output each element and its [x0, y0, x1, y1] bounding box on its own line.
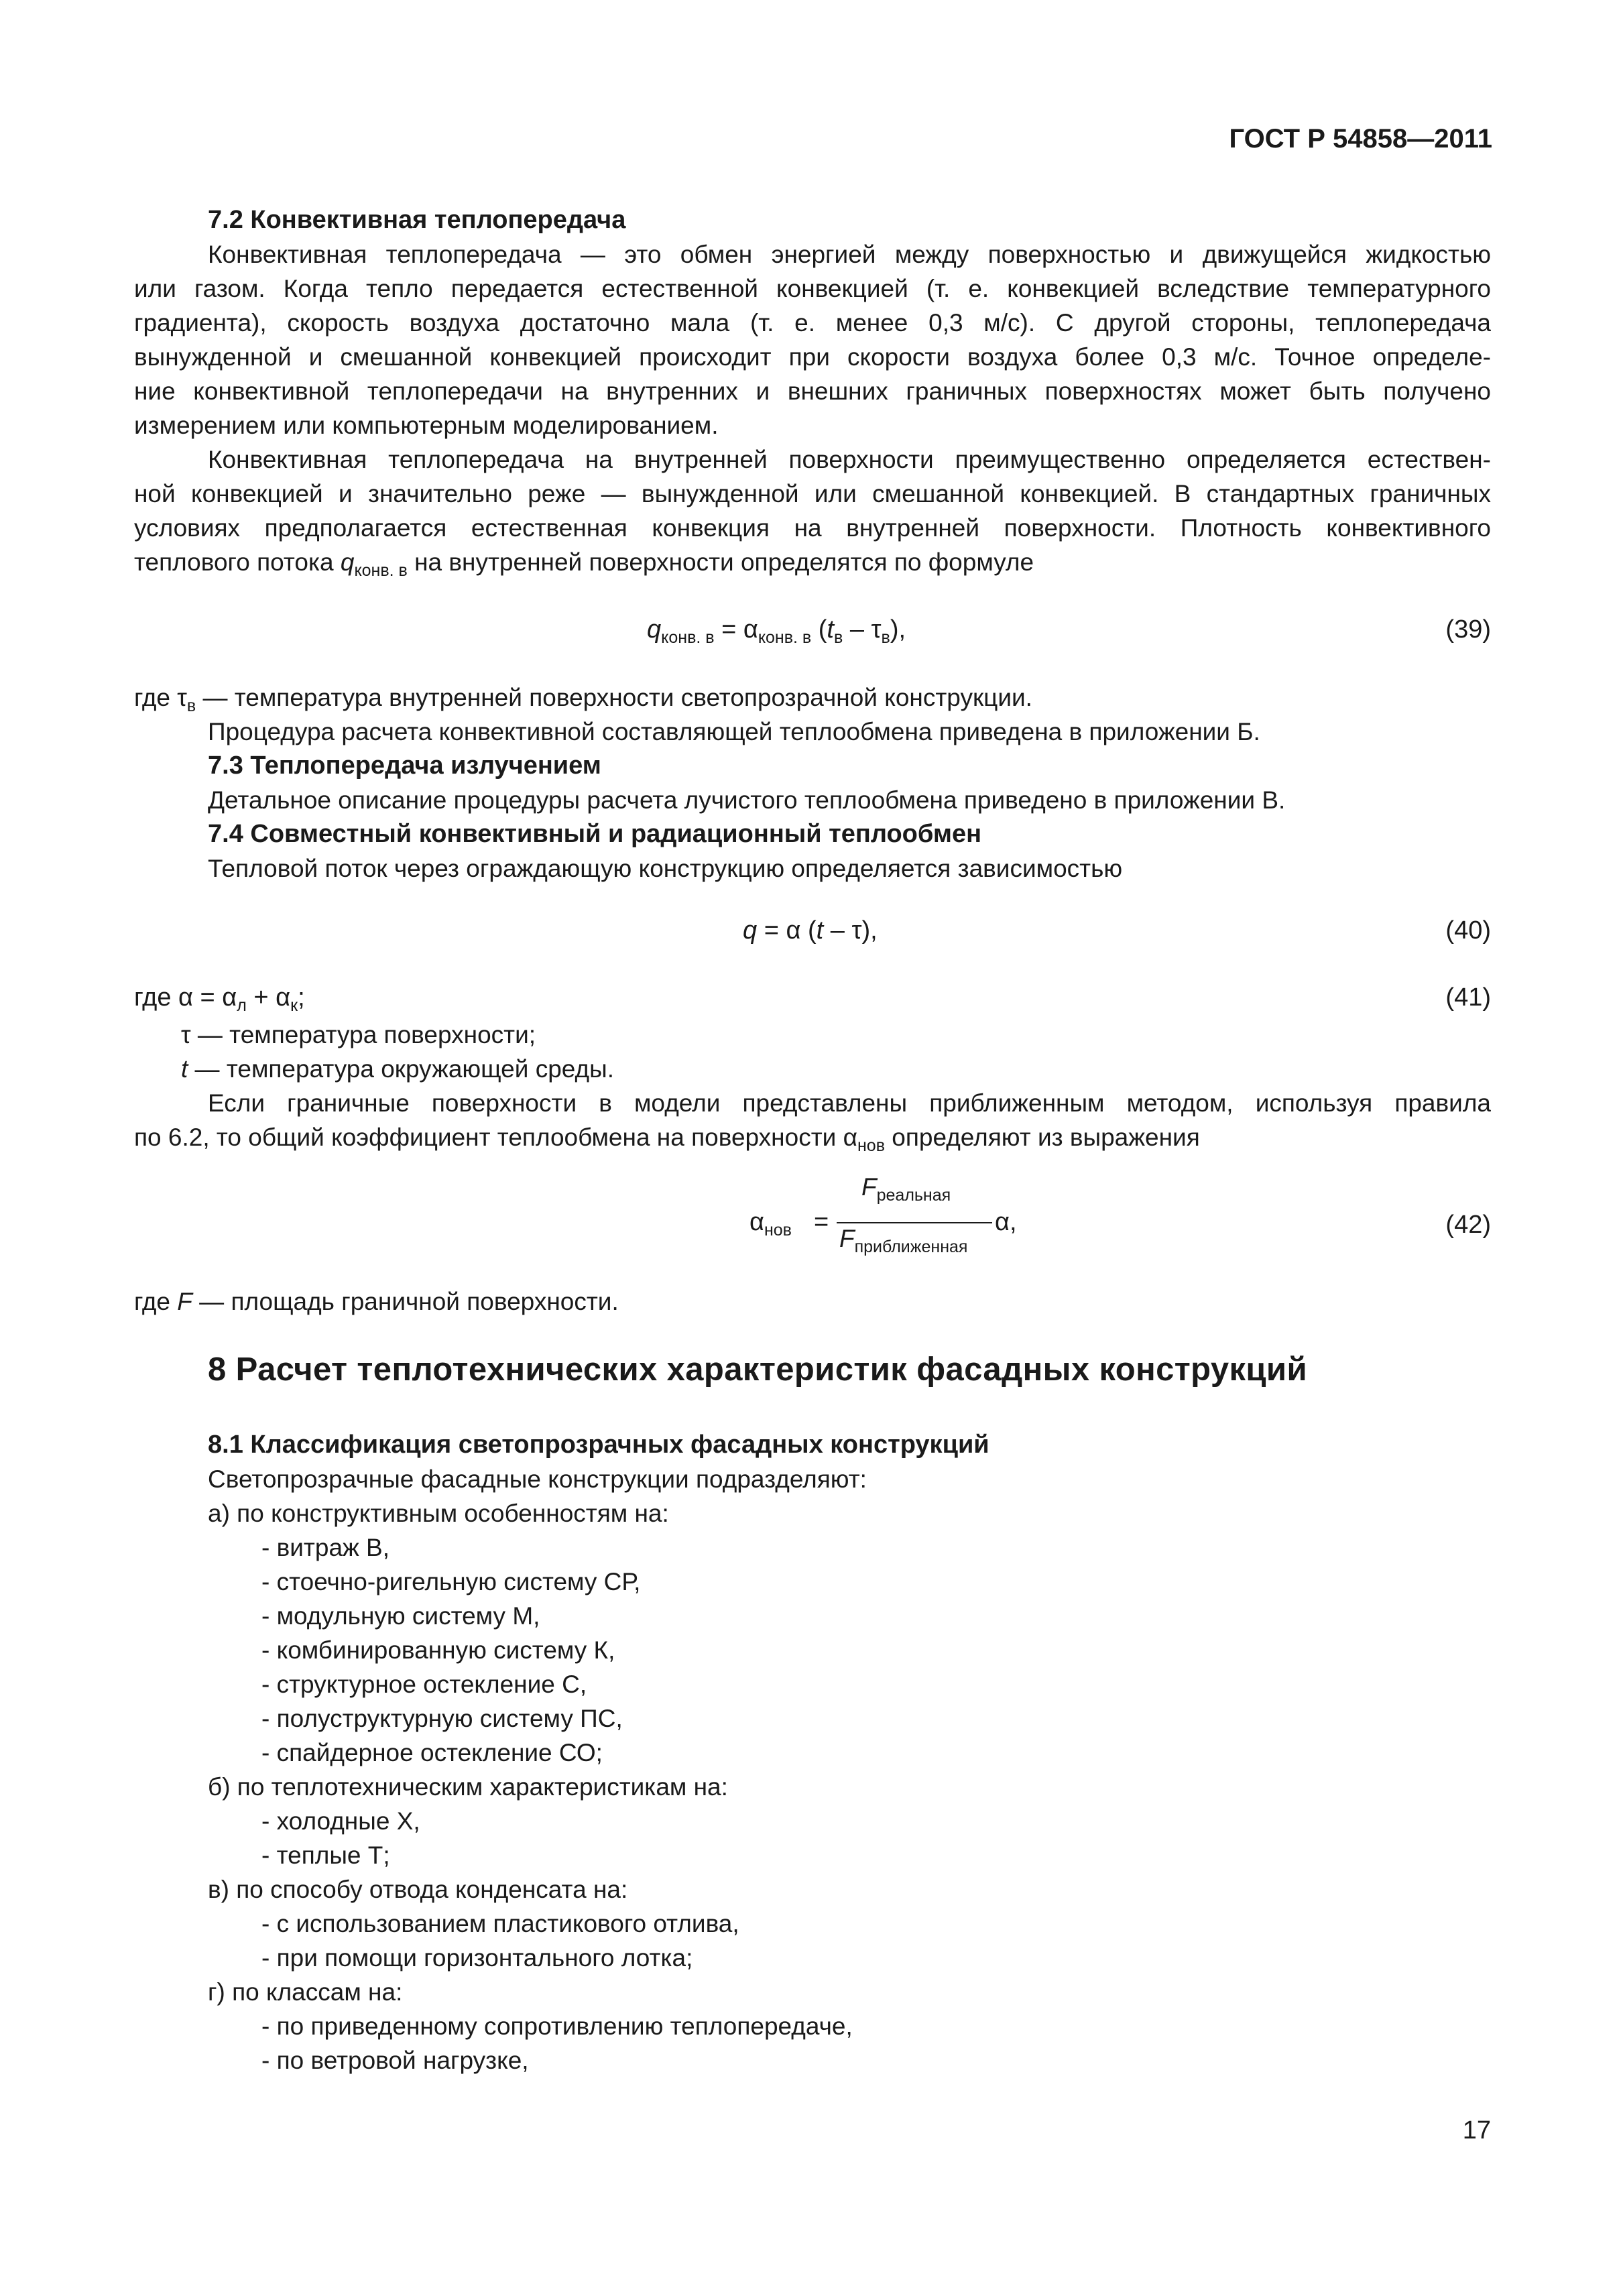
paragraph-line: Детальное описание процедуры расчета лучистого теплообмена приведено в приложении В. [208, 786, 1286, 814]
section-7-4-title: 7.4 Совместный конвективный и радиационный теплообмен [208, 820, 982, 848]
section-7-3-title: 7.3 Теплопередача излучением [208, 751, 601, 780]
list-item: - при помощи горизонтального лотка; [261, 1944, 693, 1972]
paragraph-line: Процедура расчета конвективной составляющей теплообмена приведена в приложении Б. [208, 718, 1260, 745]
list-item: - с использованием пластикового отлива, [261, 1910, 739, 1937]
section-8-1-title: 8.1 Классификация светопрозрачных фасадных конструкций [208, 1431, 989, 1459]
list-item: - комбинированную систему К, [261, 1636, 615, 1664]
page-number: 17 [1462, 2116, 1491, 2144]
text-fragment: — температура внутренней поверхности светопрозрачной конструкции. [196, 684, 1032, 711]
formula-symbol: = α ( [757, 916, 817, 945]
list-heading: а) по конструктивным особенностям на: [208, 1500, 669, 1527]
list-item: - стоечно-ригельную систему СР, [261, 1568, 641, 1595]
list-item: - спайдерное остекление СО; [261, 1739, 603, 1766]
paragraph-line: ние конвективной теплопередачи на внутренних и внешних граничных поверхностях может быть получено [134, 377, 1491, 405]
paragraph-line: измерением или компьютерным моделированием. [134, 412, 719, 439]
paragraph-line: условиях предполагается естественная конвекция на внутренней поверхности. Плотность конвективного [134, 514, 1491, 542]
text-fragment: по 6.2, то общий коэффициент теплообмена на поверхности α [134, 1124, 857, 1151]
text-fragment: — площадь граничной поверхности. [192, 1288, 619, 1315]
formula-symbol: ; [298, 983, 305, 1012]
paragraph-line: Если граничные поверхности в модели представлены приближенным методом, используя правила [208, 1089, 1491, 1117]
formula-symbol: ( [811, 615, 827, 644]
text-fragment: — температура окружающей среды. [188, 1055, 615, 1083]
fraction-bar [837, 1222, 992, 1223]
list-heading: б) по теплотехническим характеристикам на: [208, 1773, 728, 1801]
list-item: - модульную систему М, [261, 1602, 540, 1630]
list-item: - по приведенному сопротивлению теплопередаче, [261, 2012, 853, 2040]
list-heading: в) по способу отвода конденсата на: [208, 1876, 628, 1903]
symbol-q: q [340, 548, 355, 576]
fraction-numerator [861, 1173, 951, 1205]
formula-symbol: + α [246, 983, 291, 1012]
document-header-id: ГОСТ Р 54858—2011 [1229, 124, 1492, 154]
list-item: - полуструктурную систему ПС, [261, 1705, 623, 1732]
text-fragment: на внутренней поверхности определятся по формуле [407, 548, 1034, 576]
subscript: в [186, 697, 196, 715]
symbol-F: F [177, 1288, 192, 1315]
subscript: конв. в [354, 561, 408, 580]
formula-40 [743, 916, 878, 945]
subscript: конв. в [758, 628, 812, 647]
where-clause [134, 1284, 619, 1319]
section-8-title: 8 Расчет теплотехнических характеристик фасадных конструкций [208, 1351, 1307, 1388]
subscript: л [237, 996, 247, 1015]
formula-symbol: t [816, 916, 824, 945]
formula-39 [647, 615, 906, 647]
fraction-denominator [839, 1225, 968, 1256]
formula-symbol: – τ [843, 615, 882, 644]
subscript: нов [764, 1221, 792, 1240]
subscript: нов [857, 1136, 885, 1155]
formula-symbol: α [749, 1208, 764, 1236]
paragraph-line: ной конвекцией и значительно реже — вынужденной или смешанной конвекцией. В стандартных граничных [134, 480, 1491, 507]
where-clause [134, 680, 1032, 715]
list-item: - структурное остекление С, [261, 1671, 587, 1698]
subscript: к [290, 996, 298, 1015]
symbol-t: t [181, 1055, 188, 1083]
paragraph-line: вынужденной и смешанной конвекцией происходит при скорости воздуха более 0,3 м/с. Точное определе- [134, 343, 1491, 371]
formula-symbol: где α = α [134, 983, 237, 1012]
paragraph-line [134, 1120, 1200, 1154]
list-item: - холодные Х, [261, 1807, 420, 1835]
paragraph-line: градиента), скорость воздуха достаточно мала (т. е. менее 0,3 м/с). С другой стороны, теплопередача [134, 309, 1491, 337]
formula-42-equals: = [814, 1208, 829, 1236]
definition-line [181, 1052, 614, 1086]
formula-number: (40) [1445, 916, 1491, 945]
formula-symbol: t [827, 615, 834, 644]
subscript: реальная [876, 1186, 951, 1205]
list-item: - витраж В, [261, 1534, 390, 1561]
list-heading: г) по классам на: [208, 1978, 403, 2006]
formula-42-lhs [749, 1208, 792, 1240]
paragraph-line [134, 545, 1034, 579]
section-7-2-title: 7.2 Конвективная теплопередача [208, 206, 626, 234]
formula-symbol: q [647, 615, 662, 644]
formula-symbol: F [839, 1225, 855, 1252]
formula-symbol: = α [714, 615, 758, 644]
paragraph-line: Тепловой поток через ограждающую конструкцию определяется зависимостью [208, 855, 1123, 882]
formula-symbol: F [861, 1173, 877, 1201]
formula-42-tail: α, [995, 1208, 1017, 1236]
text-fragment: где [134, 1288, 178, 1315]
text-fragment: теплового потока [134, 548, 341, 576]
subscript: в [881, 628, 890, 647]
formula-number: (39) [1445, 615, 1491, 644]
formula-number: (41) [1445, 983, 1491, 1012]
formula-number: (42) [1445, 1211, 1491, 1239]
subscript: конв. в [661, 628, 715, 647]
definition-line: τ — температура поверхности; [181, 1021, 536, 1048]
paragraph-line: Светопрозрачные фасадные конструкции подразделяют: [208, 1465, 867, 1493]
text-fragment: где τ [134, 684, 187, 711]
formula-symbol: ), [890, 615, 906, 644]
paragraph-line: или газом. Когда тепло передается естественной конвекцией (т. е. конвекцией вследствие температурного [134, 275, 1491, 302]
subscript: в [833, 628, 843, 647]
text-fragment: определяют из выражения [884, 1124, 1200, 1151]
formula-symbol: q [743, 916, 758, 945]
formula-symbol: – τ), [823, 916, 878, 945]
list-item: - по ветровой нагрузке, [261, 2047, 529, 2074]
list-item: - теплые Т; [261, 1841, 390, 1869]
paragraph-line: Конвективная теплопередача на внутренней поверхности преимущественно определяется естествен- [208, 446, 1491, 473]
paragraph-line: Конвективная теплопередача — это обмен энергией между поверхностью и движущейся жидкостью [208, 241, 1491, 268]
formula-41 [134, 983, 305, 1015]
subscript: приближенная [854, 1237, 968, 1256]
